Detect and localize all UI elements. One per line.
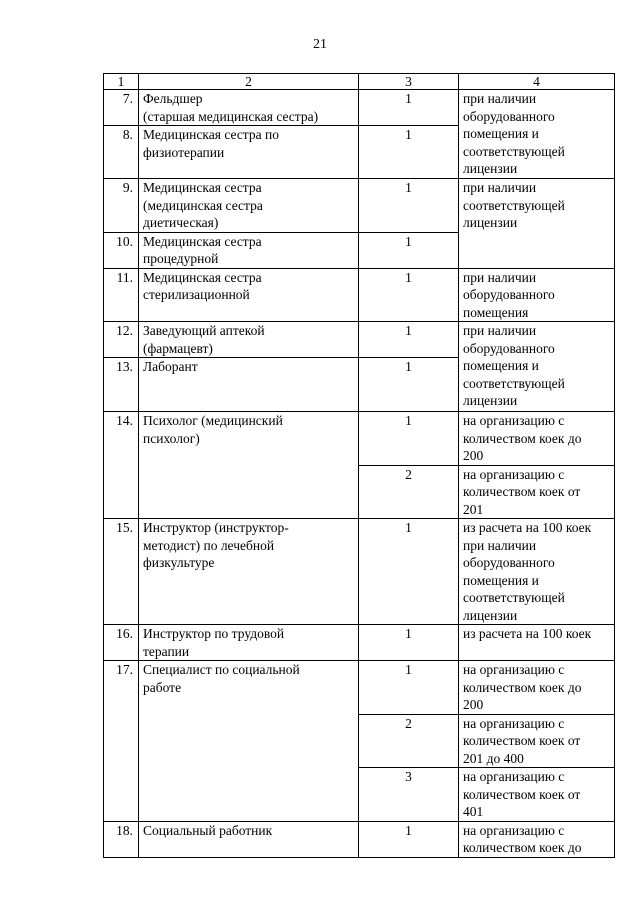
- header-cell: 2: [139, 74, 359, 90]
- row-number: 11.: [104, 268, 139, 322]
- text-line: (фармацевт): [143, 340, 213, 356]
- position-name: [139, 625, 359, 661]
- text-line: соответствующей: [463, 143, 565, 159]
- text-line: лицензии: [463, 161, 518, 176]
- text-line: при наличии: [463, 91, 537, 106]
- row-number: 18.: [104, 821, 139, 857]
- text-line: физкультуре: [143, 555, 215, 570]
- text-line: соответствующей: [463, 590, 565, 605]
- row-number: 15.: [104, 519, 139, 625]
- note: [459, 268, 615, 322]
- quantity: 1: [359, 519, 459, 625]
- row-number: 9.: [104, 179, 139, 233]
- text-line: соответствующей: [463, 375, 565, 391]
- note: [459, 322, 615, 412]
- position-name: [139, 661, 359, 822]
- text-line: Медицинская сестра по: [143, 127, 279, 142]
- text-line: 200: [463, 448, 484, 463]
- note: [459, 412, 615, 466]
- text-line: Инструктор (инструктор-: [143, 520, 289, 535]
- position-name: [139, 90, 359, 126]
- quantity: 1: [359, 625, 459, 661]
- text-line: количеством коек от: [463, 786, 581, 802]
- text-line: помещения и: [463, 358, 539, 373]
- note: [459, 465, 615, 519]
- table-row: [104, 322, 615, 358]
- quantity: 1: [359, 412, 459, 466]
- header-cell: 3: [359, 74, 459, 90]
- position-name: [139, 412, 359, 519]
- text-line: количеством коек до: [463, 679, 582, 695]
- table-row: [104, 661, 615, 715]
- text-line: физиотерапии: [143, 144, 225, 160]
- header-row: [104, 74, 615, 90]
- text-line: соответствующей: [463, 197, 565, 213]
- text-line: лицензии: [463, 393, 518, 408]
- note: [459, 661, 615, 715]
- text-line: Специалист по социальной: [143, 662, 300, 677]
- text-line: психолог): [143, 430, 200, 446]
- row-number: 8.: [104, 126, 139, 179]
- position-name: [139, 821, 359, 857]
- text-line: Медицинская сестра: [143, 180, 262, 195]
- quantity: 1: [359, 232, 459, 268]
- text-line: помещения и: [463, 126, 539, 141]
- text-line: из расчета на 100 коек: [463, 520, 592, 535]
- quantity: 1: [359, 90, 459, 126]
- quantity: 1: [359, 358, 459, 412]
- text-line: на организацию с: [463, 662, 565, 677]
- text-line: Лаборант: [143, 359, 198, 374]
- row-number: 10.: [104, 232, 139, 268]
- text-line: (медицинская сестра: [143, 197, 263, 213]
- table-row: [104, 90, 615, 126]
- table-row: [104, 412, 615, 466]
- text-line: помещения и: [463, 572, 539, 588]
- text-line: оборудованного: [463, 555, 555, 570]
- text-line: Медицинская сестра: [143, 233, 262, 249]
- quantity: 1: [359, 179, 459, 233]
- note: [459, 768, 615, 822]
- quantity: 2: [359, 465, 459, 519]
- text-line: количеством коек от: [463, 733, 581, 748]
- note: [459, 179, 615, 269]
- text-line: при наличии: [463, 269, 537, 285]
- position-name: [139, 232, 359, 268]
- text-line: на организацию с: [463, 769, 565, 784]
- position-name: [139, 179, 359, 233]
- position-name: [139, 358, 359, 412]
- text-line: работе: [143, 679, 182, 695]
- text-line: оборудованного: [463, 108, 555, 124]
- text-line: 200: [463, 697, 484, 712]
- text-line: 201: [463, 501, 484, 517]
- quantity: 1: [359, 821, 459, 857]
- text-line: лицензии: [463, 215, 518, 230]
- row-number: 13.: [104, 358, 139, 412]
- note-clip: [463, 822, 610, 857]
- text-line: на организацию с: [463, 466, 565, 482]
- table-row: [104, 625, 615, 661]
- text-line: Психолог (медицинский: [143, 413, 283, 428]
- text-line: 401: [463, 804, 484, 819]
- text-line: методист) по лечебной: [143, 537, 275, 553]
- text-line: количеством коек до: [463, 840, 582, 855]
- text-line: при наличии: [463, 323, 537, 338]
- table-row: [104, 268, 615, 322]
- position-name: [139, 126, 359, 179]
- row-number: 12.: [104, 322, 139, 358]
- row-number: 7.: [104, 90, 139, 126]
- text-line: Социальный работник: [143, 822, 273, 838]
- text-line: на организацию с: [463, 413, 565, 428]
- text-line: Заведующий аптекой: [143, 323, 265, 338]
- text-line: терапии: [143, 643, 190, 659]
- row-number: 14.: [104, 412, 139, 519]
- note: [459, 821, 615, 857]
- text-line: на организацию с: [463, 822, 565, 838]
- text-line: оборудованного: [463, 287, 555, 302]
- header-cell: 1: [104, 74, 139, 90]
- text-line: Инструктор по трудовой: [143, 626, 285, 641]
- note: [459, 519, 615, 625]
- table-row: [104, 179, 615, 233]
- table-row: [104, 519, 615, 625]
- position-name: [139, 519, 359, 625]
- quantity: 1: [359, 268, 459, 322]
- quantity: 3: [359, 768, 459, 822]
- text-line: Медицинская сестра: [143, 269, 262, 285]
- text-line: при наличии: [463, 180, 537, 195]
- row-number: 16.: [104, 625, 139, 661]
- page-number: 21: [313, 37, 327, 52]
- note: [459, 714, 615, 768]
- text-line: количеством коек до: [463, 430, 582, 446]
- text-line: оборудованного: [463, 340, 555, 356]
- text-line: Фельдшер: [143, 91, 203, 106]
- row-number: 17.: [104, 661, 139, 822]
- quantity: 1: [359, 126, 459, 179]
- text-line: 201 до 400: [463, 750, 524, 766]
- position-name: [139, 322, 359, 358]
- position-name: [139, 268, 359, 322]
- table-row: [104, 821, 615, 857]
- text-line: на организацию с: [463, 715, 565, 731]
- text-line: количеством коек от: [463, 484, 581, 499]
- text-line: при наличии: [463, 537, 537, 553]
- text-line: (старшая медицинская сестра): [143, 108, 319, 124]
- staff-table: [103, 73, 615, 858]
- quantity: 1: [359, 322, 459, 358]
- text-line: процедурной: [143, 251, 219, 266]
- note: [459, 90, 615, 179]
- text-line: помещения: [463, 304, 529, 320]
- note: [459, 625, 615, 661]
- text-line: лицензии: [463, 607, 518, 623]
- text-line: диетическая): [143, 215, 219, 230]
- quantity: 1: [359, 661, 459, 715]
- text-line: из расчета на 100 коек: [463, 626, 592, 641]
- quantity: 2: [359, 714, 459, 768]
- text-line: стерилизационной: [143, 287, 250, 302]
- header-cell: 4: [459, 74, 615, 90]
